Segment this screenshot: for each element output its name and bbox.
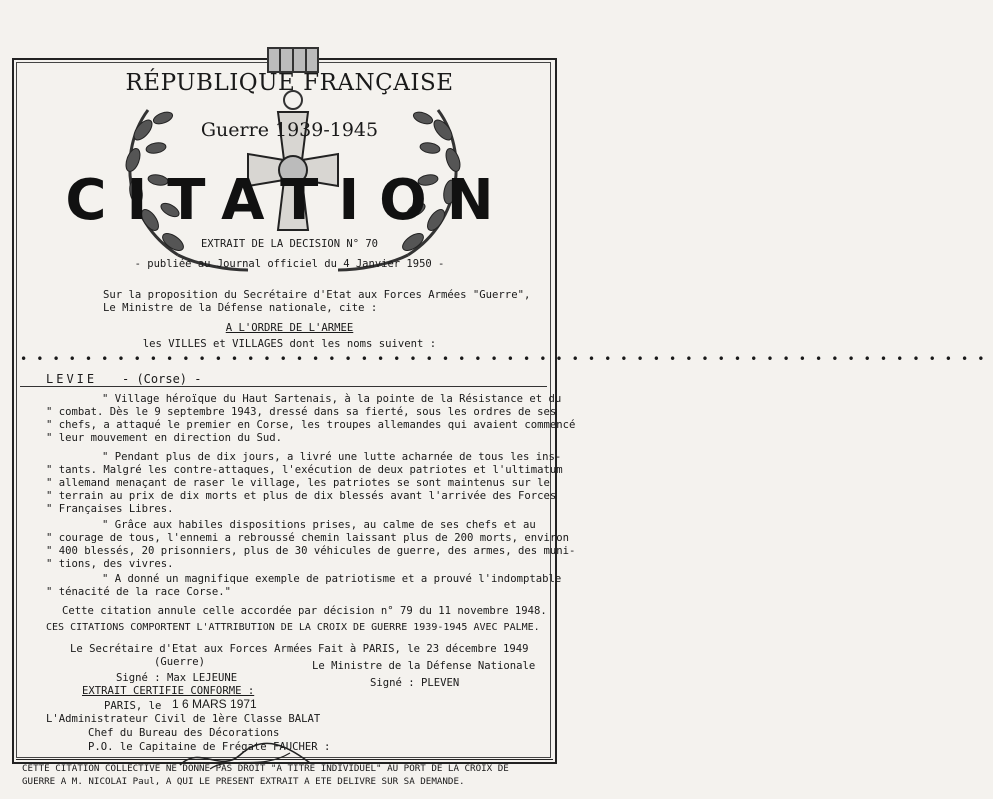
dotted-separator: ••••••••••••••••••••••••••••••••••••••••••••••••••••••••••••	[20, 352, 993, 366]
village-region: - (Corse) -	[122, 372, 202, 386]
secretary-signature: Signé : Max LEJEUNE	[116, 672, 238, 684]
administrator-line: L'Administrateur Civil de 1ère Classe BALAT	[46, 713, 321, 725]
body-line: " chefs, a attaqué le premier en Corse, les troupes allemandes qui avaient commencé	[46, 419, 576, 431]
extract-decision: EXTRAIT DE LA DECISION N° 70	[200, 238, 378, 250]
body-line: " tants. Malgré les contre-attaques, l'exécution de deux patriotes et l'ultimatum	[46, 464, 563, 476]
body-line: " Françaises Libres.	[46, 503, 174, 515]
village-rule	[20, 386, 547, 387]
croix-de-guerre-emblem	[88, 20, 498, 275]
republic-heading: RÉPUBLIQUE FRANÇAISE	[125, 70, 454, 96]
certified-copy-label: EXTRAIT CERTIFIE CONFORME :	[82, 685, 255, 697]
done-at-paris: Fait à PARIS, le 23 décembre 1949	[318, 643, 529, 655]
body-line: " combat. Dès le 9 septembre 1943, dressé dans sa fierté, sous les ordres de ses	[46, 406, 557, 418]
journal-officiel-line: - publiée au Journal officiel du 4 Janvier 1950 -	[134, 258, 445, 270]
captain-line: P.O. le Capitaine de Frégate FAUCHER :	[88, 741, 331, 753]
body-line: " 400 blessés, 20 prisonniers, plus de 30 véhicules de guerre, des armes, des muni-	[46, 545, 576, 557]
body-line: " Grâce aux habiles dispositions prises, au calme de ses chefs et au	[102, 519, 536, 531]
body-line: " allemand menaçant de raser le village, les patriotes se sont maintenus sur le	[46, 477, 550, 489]
village-name: LEVIE	[46, 372, 98, 386]
body-line: " ténacité de la race Corse."	[46, 586, 231, 598]
minister-signature: Signé : PLEVEN	[370, 677, 460, 689]
proposal-line-1: Sur la proposition du Secrétaire d'Etat aux Forces Armées "Guerre",	[103, 289, 531, 301]
bureau-chief-line: Chef du Bureau des Décorations	[88, 727, 280, 739]
minister-title: Le Ministre de la Défense Nationale	[312, 660, 536, 672]
villages-line: les VILLES et VILLAGES dont les noms suivent :	[142, 338, 437, 350]
secretary-title: Le Secrétaire d'Etat aux Forces Armées	[70, 643, 313, 655]
annulment-line: Cette citation annule celle accordée par décision n° 79 du 11 novembre 1948.	[62, 605, 547, 617]
body-line: " courage de tous, l'ennemi a rebroussé chemin laissant plus de 200 morts, environ	[46, 532, 569, 544]
body-line: " leur mouvement en direction du Sud.	[46, 432, 282, 444]
footer-rule	[16, 759, 553, 760]
body-line: " Pendant plus de dix jours, a livré une lutte acharnée de tous les ins-	[102, 451, 562, 463]
footer-line-2: GUERRE A M. NICOLAI Paul, A QUI LE PRESENT EXTRAIT A ETE DELIVRE SUR SA DEMANDE.	[22, 776, 465, 787]
body-line: " tions, des vivres.	[46, 558, 174, 570]
body-line: " A donné un magnifique exemple de patriotisme et a prouvé l'indomptable	[102, 573, 562, 585]
proposal-line-2: Le Ministre de la Défense nationale, cite :	[103, 302, 378, 314]
war-heading: Guerre 1939-1945	[200, 119, 379, 141]
paris-date-label: PARIS, le	[104, 700, 162, 712]
body-line: " terrain au prix de dix morts et plus de dix blessés avant l'arrivée des Forces	[46, 490, 557, 502]
order-of-army: A L'ORDRE DE L'ARMEE	[225, 322, 354, 334]
body-line: " Village héroïque du Haut Sartenais, à la pointe de la Résistance et du	[102, 393, 562, 405]
footer-line-1: CETTE CITATION COLLECTIVE NE DONNE PAS DROIT "A TITRE INDIVIDUEL" AU PORT DE LA CROIX DE	[22, 763, 509, 774]
paris-date-stamp: 1 6 MARS 1971	[172, 697, 257, 711]
secretary-branch: (Guerre)	[154, 656, 206, 668]
citation-title: CITATION	[65, 168, 514, 233]
croix-de-guerre-line: CES CITATIONS COMPORTENT L'ATTRIBUTION DE LA CROIX DE GUERRE 1939-1945 AVEC PALME.	[46, 622, 540, 633]
